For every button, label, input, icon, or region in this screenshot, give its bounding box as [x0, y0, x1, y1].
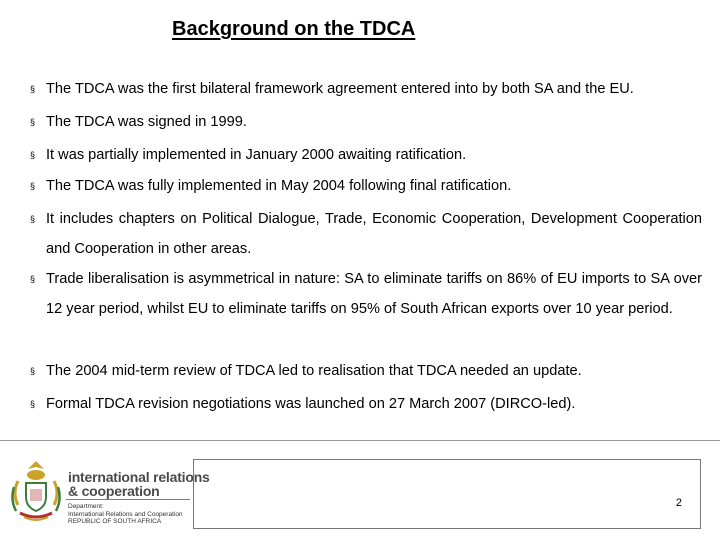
page-number-box	[193, 459, 701, 529]
bullet-text: It was partially implemented in January 2000 awaiting ratification.	[46, 147, 467, 163]
bullet-item	[30, 264, 702, 324]
bullet-item	[30, 140, 702, 170]
bullet-item	[30, 74, 702, 104]
bullet-marker: §	[30, 84, 36, 94]
bullet-text: Trade liberalisation is asymmetrical in nature: SA to eliminate tariffs on 86% of EU imports to SA over 12 year period, whilst EU to eliminate tariffs on 95% of South African exports over 10 year period.	[46, 271, 702, 317]
bullet-marker: §	[30, 181, 36, 191]
department-text	[68, 503, 183, 526]
bullet-marker: §	[30, 366, 36, 376]
coat-of-arms-icon	[8, 459, 64, 525]
bullet-marker: §	[30, 117, 36, 127]
bullet-marker: §	[30, 274, 36, 284]
bullet-text: The TDCA was the first bilateral framework agreement entered into by both SA and the EU.	[46, 81, 634, 97]
bullet-text: It includes chapters on Political Dialogue, Trade, Economic Cooperation, Development Cooperation and Cooperation in other areas.	[46, 211, 702, 257]
bullet-marker: §	[30, 150, 36, 160]
bullet-text: The 2004 mid-term review of TDCA led to realisation that TDCA needed an update.	[46, 363, 582, 379]
bullet-text: Formal TDCA revision negotiations was launched on 27 March 2007 (DIRCO-led).	[46, 396, 576, 412]
country-name: REPUBLIC OF SOUTH AFRICA	[68, 518, 162, 525]
bullet-text: The TDCA was fully implemented in May 2004 following final ratification.	[46, 178, 512, 194]
bullet-marker: §	[30, 399, 36, 409]
slide-title: Background on the TDCA	[172, 18, 416, 40]
brand-name-line1: international relations	[68, 469, 210, 485]
bullet-item	[30, 107, 702, 137]
department-label: Department:	[68, 503, 104, 510]
footer	[0, 441, 720, 540]
bullet-item	[30, 171, 702, 201]
bullet-item	[30, 204, 702, 264]
bullet-text: The TDCA was signed in 1999.	[46, 114, 247, 130]
brand-name-line2: & cooperation	[68, 483, 160, 499]
bullet-item	[30, 356, 702, 386]
bullet-marker: §	[30, 214, 36, 224]
bullet-item	[30, 389, 702, 419]
brand-underline	[66, 499, 190, 500]
department-name: International Relations and Cooperation	[68, 510, 183, 518]
page-number: 2	[675, 497, 682, 509]
